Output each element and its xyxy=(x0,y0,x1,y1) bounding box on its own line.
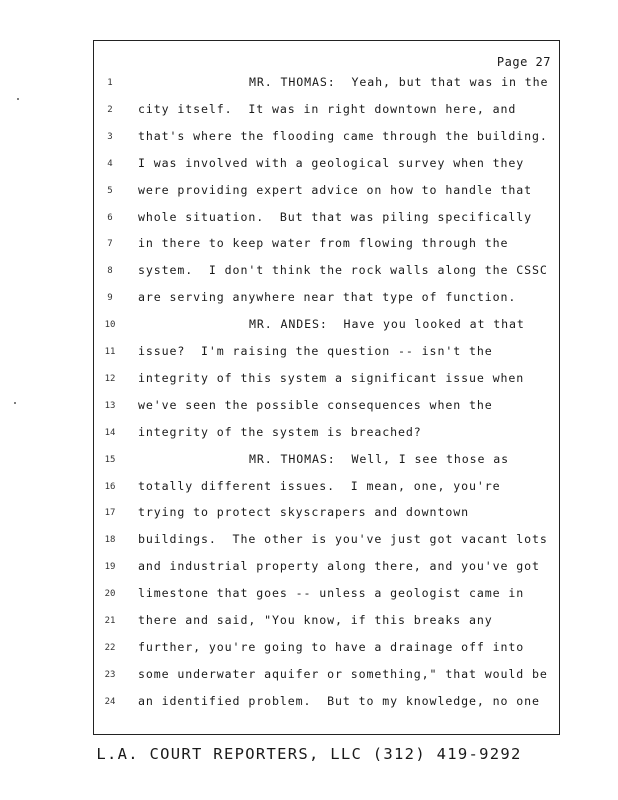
line-text: MR. ANDES: Have you looked at that xyxy=(249,317,525,332)
line-number: 9 xyxy=(107,293,113,304)
line-text: an identified problem. But to my knowledge, no one xyxy=(138,693,540,708)
line-number: 12 xyxy=(104,373,116,384)
line-text: integrity of the system is breached? xyxy=(138,424,422,439)
line-text: trying to protect skyscrapers and downtown xyxy=(138,505,469,520)
line-text: I was involved with a geological survey when they xyxy=(138,155,525,170)
transcript-line xyxy=(94,75,559,93)
line-number: 16 xyxy=(104,481,116,492)
line-number: 23 xyxy=(104,669,116,680)
line-number: 14 xyxy=(104,427,116,438)
line-text: buildings. The other is you've just got vacant lots xyxy=(138,532,548,547)
line-text: are serving anywhere near that type of function. xyxy=(138,290,517,305)
line-text: we've seen the possible consequences when the xyxy=(138,397,493,412)
line-text: integrity of this system a significant issue when xyxy=(138,370,525,385)
line-number: 18 xyxy=(104,535,116,546)
line-text: limestone that goes -- unless a geologist came in xyxy=(138,586,525,601)
line-number: 17 xyxy=(104,508,116,519)
transcript-line xyxy=(94,344,559,362)
transcript-line xyxy=(94,425,559,443)
transcript-line xyxy=(94,371,559,389)
line-number: 19 xyxy=(104,562,116,573)
transcript-line xyxy=(94,398,559,416)
line-text: there and said, "You know, if this breaks any xyxy=(138,613,493,627)
line-text: further, you're going to have a drainage off into xyxy=(138,639,525,654)
transcript-line xyxy=(94,452,559,470)
transcript-line xyxy=(94,317,559,335)
line-text: issue? I'm raising the question -- isn't the xyxy=(138,344,493,358)
line-number: 13 xyxy=(104,400,116,411)
line-number: 5 xyxy=(107,185,113,196)
transcript-line xyxy=(94,505,559,523)
line-number: 7 xyxy=(107,239,113,250)
line-text: and industrial property along there, and you've got xyxy=(138,559,540,574)
transcript-line xyxy=(94,586,559,604)
transcript-line xyxy=(94,156,559,174)
transcript-line xyxy=(94,667,559,685)
line-number: 8 xyxy=(107,266,113,277)
transcript-page xyxy=(93,40,560,735)
transcript-line xyxy=(94,559,559,577)
line-number: 1 xyxy=(107,78,113,88)
line-text: MR. THOMAS: Well, I see those as xyxy=(249,451,510,466)
line-text: some underwater aquifer or something," that would be xyxy=(138,666,548,681)
line-number: 4 xyxy=(107,158,113,169)
line-text: in there to keep water from flowing through the xyxy=(138,236,509,251)
line-number: 24 xyxy=(104,696,116,707)
transcript-line xyxy=(94,183,559,201)
transcript-line xyxy=(94,236,559,254)
line-text: whole situation. But that was piling specifically xyxy=(138,209,533,224)
line-number: 3 xyxy=(107,131,113,142)
transcript-line xyxy=(94,129,559,147)
line-text: that's where the flooding came through the building. xyxy=(138,128,548,143)
line-text: were providing expert advice on how to handle that xyxy=(138,182,533,197)
line-number: 22 xyxy=(104,642,116,653)
line-text: MR. THOMAS: Yeah, but that was in the xyxy=(249,75,549,89)
transcript-line xyxy=(94,479,559,497)
line-number: 21 xyxy=(104,616,116,626)
line-text: totally different issues. I mean, one, you're xyxy=(138,478,501,493)
transcript-line xyxy=(94,263,559,281)
line-number: 6 xyxy=(107,212,113,223)
line-text: system. I don't think the rock walls along the CSSC xyxy=(138,263,548,278)
transcript-line xyxy=(94,102,559,120)
transcript-line xyxy=(94,694,559,712)
line-number: 20 xyxy=(104,589,116,600)
transcript-line xyxy=(94,532,559,550)
line-number: 15 xyxy=(104,454,116,465)
court-reporter-footer: L.A. COURT REPORTERS, LLC (312) 419-9292 xyxy=(96,745,522,763)
line-number: 10 xyxy=(104,320,116,331)
transcript-line xyxy=(94,613,559,631)
page-number: Page 27 xyxy=(496,55,551,69)
line-number: 2 xyxy=(107,104,113,115)
transcript-line xyxy=(94,290,559,308)
line-text: city itself. It was in right downtown here, and xyxy=(138,101,517,116)
transcript-line xyxy=(94,640,559,658)
transcript-line xyxy=(94,210,559,228)
line-number: 11 xyxy=(104,347,116,357)
